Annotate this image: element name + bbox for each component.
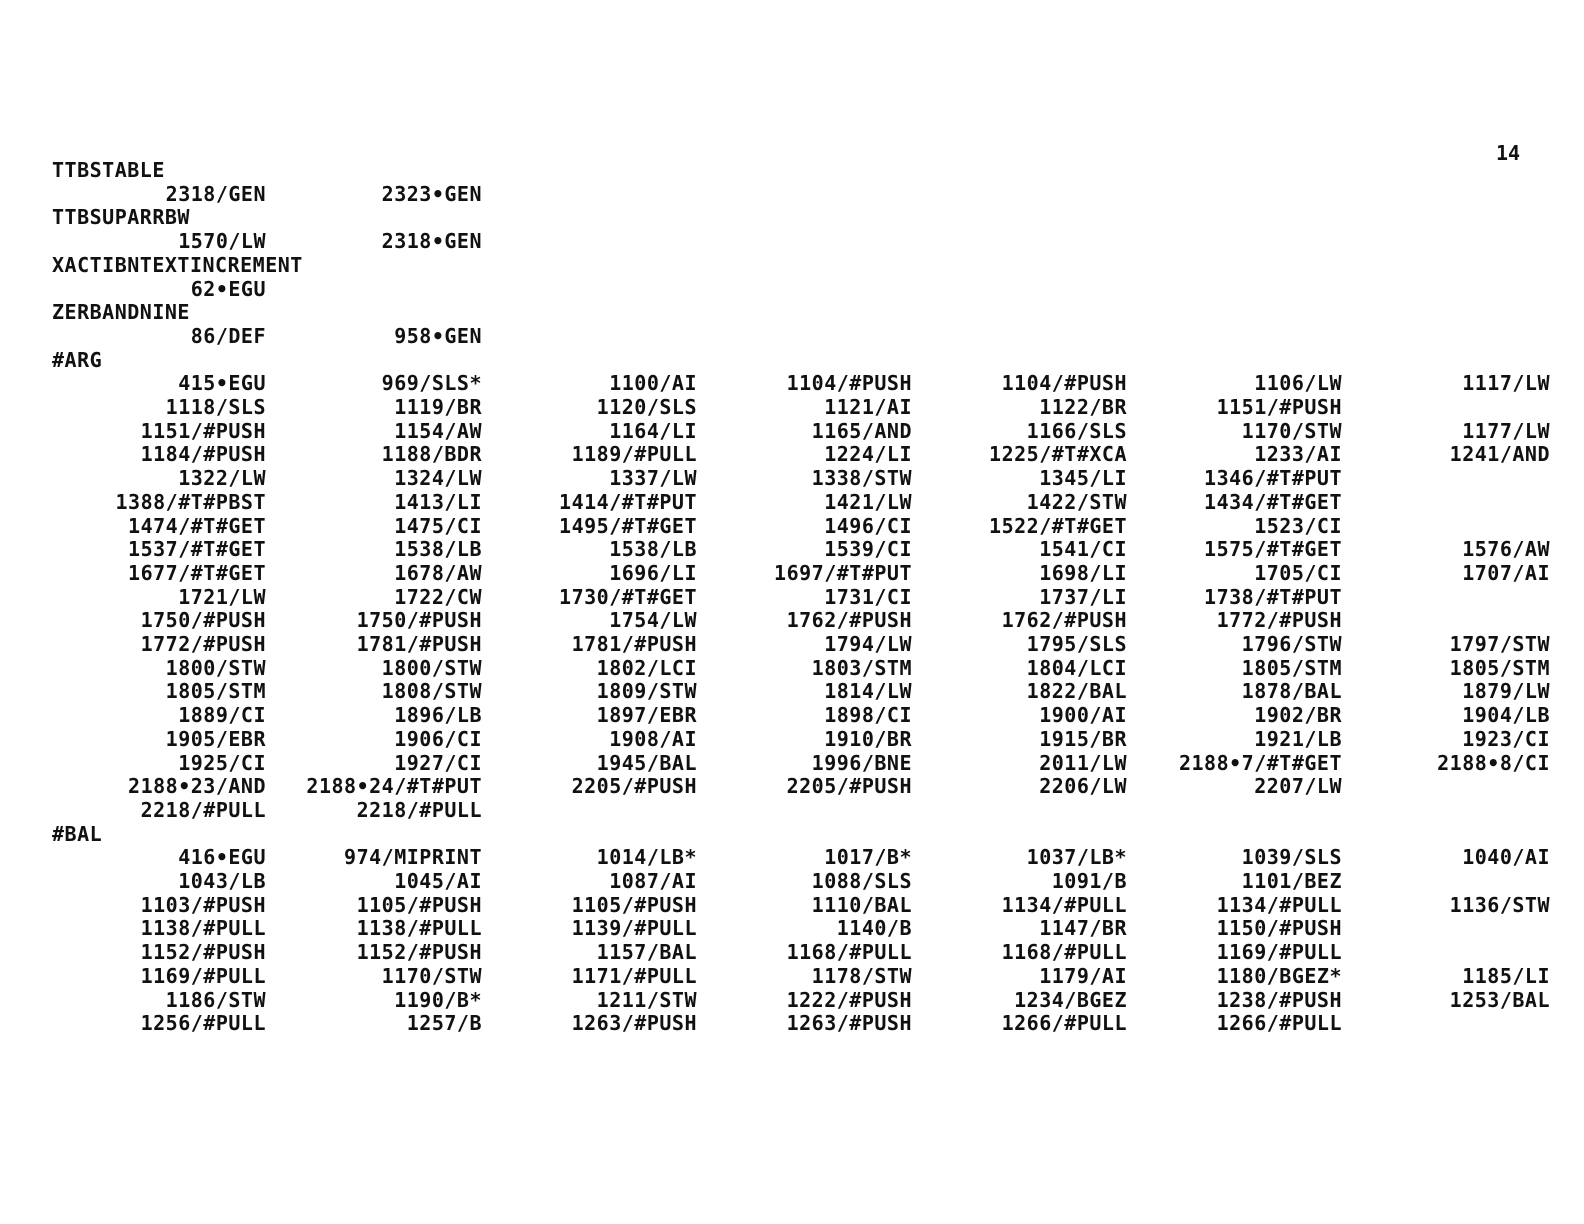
reference-cell: 1103/#PUSH (140, 892, 266, 917)
reference-cell: 1905/EBR (165, 726, 266, 751)
reference-cell: 1345/LI (1039, 466, 1127, 491)
reference-cell: 1750/#PUSH (356, 608, 482, 633)
reference-cell: 1781/#PUSH (356, 632, 482, 656)
reference-cell: 1185/LI (1462, 963, 1550, 988)
reference-cell: 1996/BNE (811, 750, 912, 775)
reference-cell: 2218/#PULL (140, 797, 266, 822)
reference-cell: 1421/LW (824, 489, 912, 514)
reference-cell: 1705/CI (1254, 560, 1342, 585)
reference-cell: 1189/#PULL (571, 442, 697, 467)
reference-cell: 1257/B (406, 1011, 482, 1036)
reference-cell: 2318•GEN (381, 229, 482, 254)
reference-cell: 1898/CI (824, 703, 912, 728)
reference-cell: 1263/#PUSH (786, 1011, 912, 1036)
reference-cell: 2205/#PUSH (571, 774, 697, 799)
reference-cell: 1808/STW (381, 679, 482, 704)
reference-cell: 1897/EBR (596, 703, 697, 728)
reference-cell: 958•GEN (394, 323, 482, 348)
reference-cell: 1119/BR (394, 395, 482, 419)
reference-cell: 1117/LW (1462, 371, 1550, 396)
reference-cell: 1697/#T#PUT (774, 560, 912, 585)
reference-cell: 1177/LW (1462, 418, 1550, 443)
reference-cell: 1677/#T#GET (128, 560, 266, 585)
reference-cell: 2188•7/#T#GET (1178, 750, 1342, 775)
reference-cell: 1322/LW (178, 466, 266, 491)
reference-cell: 1738/#T#PUT (1204, 584, 1342, 609)
symbol-name: TTBSTABLE (52, 158, 165, 182)
reference-cell: 1091/B (1051, 869, 1127, 893)
reference-cell: 1169/#PULL (1216, 940, 1342, 965)
reference-cell: 1794/LW (824, 632, 912, 656)
reference-cell: 1927/CI (394, 750, 482, 775)
reference-cell: 2206/LW (1039, 774, 1127, 799)
reference-cell: 1147/BR (1039, 916, 1127, 941)
reference-cell: 1139/#PULL (571, 916, 697, 941)
reference-cell: 1169/#PULL (140, 963, 266, 988)
reference-cell: 1253/BAL (1449, 987, 1550, 1012)
reference-cell: 1104/#PUSH (1001, 371, 1127, 396)
reference-cell: 1538/LB (394, 537, 482, 562)
reference-cell: 1178/STW (811, 963, 912, 988)
reference-cell: 1346/#T#PUT (1204, 466, 1342, 491)
reference-cell: 2207/LW (1254, 774, 1342, 799)
reference-cell: 969/SLS* (381, 371, 482, 396)
reference-cell: 1186/STW (165, 987, 266, 1012)
reference-cell: 2218/#PULL (356, 797, 482, 822)
reference-cell: 1184/#PUSH (140, 442, 266, 467)
reference-cell: 416•EGU (178, 845, 266, 870)
reference-cell: 1762/#PUSH (1001, 608, 1127, 633)
reference-cell: 1088/SLS (811, 869, 912, 893)
reference-cell: 2188•23/AND (128, 774, 266, 799)
reference-cell: 1222/#PUSH (786, 987, 912, 1012)
reference-cell: 1241/AND (1449, 442, 1550, 467)
reference-cell: 1138/#PULL (356, 916, 482, 941)
reference-cell: 1696/LI (609, 560, 697, 585)
reference-cell: 2205/#PUSH (786, 774, 912, 799)
reference-cell: 1822/BAL (1026, 679, 1127, 704)
reference-cell: 1136/STW (1449, 892, 1550, 917)
reference-cell: 1152/#PUSH (356, 940, 482, 965)
reference-cell: 1772/#PUSH (140, 632, 266, 656)
reference-cell: 1087/AI (609, 869, 697, 893)
symbol-name: TTBSUPARRBW (52, 205, 190, 230)
reference-cell: 1737/LI (1039, 584, 1127, 609)
reference-cell: 1570/LW (178, 229, 266, 254)
reference-cell: 2318/GEN (165, 181, 266, 206)
reference-cell: 1140/B (836, 916, 912, 941)
reference-cell: 1800/STW (165, 655, 266, 680)
reference-cell: 1224/LI (824, 442, 912, 467)
reference-cell: 2188•8/CI (1437, 750, 1550, 775)
reference-cell: 1266/#PULL (1001, 1011, 1127, 1036)
reference-cell: 1225/#T#XCA (989, 442, 1127, 467)
reference-cell: 1878/BAL (1241, 679, 1342, 704)
reference-cell: 1154/AW (394, 418, 482, 443)
page-number: 14 (1496, 141, 1521, 165)
reference-cell: 1100/AI (609, 371, 697, 396)
reference-cell: 1796/STW (1241, 632, 1342, 656)
reference-cell: 1678/AW (394, 560, 482, 585)
symbol-name: #BAL (52, 821, 103, 846)
reference-cell: 1168/#PULL (786, 940, 912, 965)
reference-cell: 1731/CI (824, 584, 912, 609)
reference-cell: 1800/STW (381, 655, 482, 680)
reference-cell: 1211/STW (596, 987, 697, 1012)
reference-cell: 1925/CI (178, 750, 266, 775)
reference-cell: 1797/STW (1449, 632, 1550, 656)
reference-cell: 1157/BAL (596, 940, 697, 965)
reference-cell: 1134/#PULL (1001, 892, 1127, 917)
reference-cell: 1896/LB (394, 703, 482, 728)
reference-cell: 1180/BGEZ* (1216, 963, 1342, 988)
reference-cell: 1750/#PUSH (140, 608, 266, 633)
reference-cell: 1151/#PUSH (1216, 395, 1342, 419)
reference-cell: 1150/#PUSH (1216, 916, 1342, 941)
reference-cell: 1045/AI (394, 869, 482, 893)
reference-cell: 1134/#PULL (1216, 892, 1342, 917)
reference-cell: 1804/LCI (1026, 655, 1127, 680)
reference-cell: 2011/LW (1039, 750, 1127, 775)
reference-cell: 1889/CI (178, 703, 266, 728)
reference-cell: 1337/LW (609, 466, 697, 491)
reference-cell: 1121/AI (824, 395, 912, 419)
reference-cell: 1707/AI (1462, 560, 1550, 585)
reference-cell: 1576/AW (1462, 537, 1550, 562)
reference-cell: 1910/BR (824, 726, 912, 751)
reference-cell: 1698/LI (1039, 560, 1127, 585)
reference-cell: 1541/CI (1039, 537, 1127, 562)
reference-cell: 1434/#T#GET (1204, 489, 1342, 514)
reference-cell: 1413/LI (394, 489, 482, 514)
reference-cell: 1118/SLS (165, 395, 266, 419)
reference-cell: 1152/#PUSH (140, 940, 266, 965)
reference-cell: 1105/#PUSH (571, 892, 697, 917)
reference-cell: 1915/BR (1039, 726, 1127, 751)
reference-cell: 1233/AI (1254, 442, 1342, 467)
reference-cell: 1422/STW (1026, 489, 1127, 514)
reference-cell: 1122/BR (1039, 395, 1127, 419)
reference-cell: 2323•GEN (381, 181, 482, 206)
reference-cell: 1110/BAL (811, 892, 912, 917)
reference-cell: 415•EGU (178, 371, 266, 396)
reference-cell: 1190/B* (394, 987, 482, 1012)
reference-cell: 62•EGU (190, 276, 266, 301)
reference-cell: 1781/#PUSH (571, 632, 697, 656)
reference-cell: 1039/SLS (1241, 845, 1342, 870)
reference-cell: 1234/BGEZ (1014, 987, 1127, 1012)
reference-cell: 1923/CI (1462, 726, 1550, 751)
reference-cell: 1168/#PULL (1001, 940, 1127, 965)
reference-cell: 1474/#T#GET (128, 513, 266, 538)
reference-cell: 1537/#T#GET (128, 537, 266, 562)
reference-cell: 1805/STM (165, 679, 266, 704)
reference-cell: 1523/CI (1254, 513, 1342, 538)
reference-cell: 1104/#PUSH (786, 371, 912, 396)
reference-cell: 1017/B* (824, 845, 912, 870)
reference-cell: 1043/LB (178, 869, 266, 893)
reference-cell: 1722/CW (394, 584, 482, 609)
reference-cell: 1106/LW (1254, 371, 1342, 396)
reference-cell: 1014/LB* (596, 845, 697, 870)
symbol-name: #ARG (52, 347, 103, 372)
reference-cell: 1802/LCI (596, 655, 697, 680)
reference-cell: 1496/CI (824, 513, 912, 538)
reference-cell: 1945/BAL (596, 750, 697, 775)
reference-cell: 1475/CI (394, 513, 482, 538)
reference-cell: 1921/LB (1254, 726, 1342, 751)
reference-cell: 1170/STW (1241, 418, 1342, 443)
symbol-name: ZERBANDNINE (52, 300, 190, 325)
reference-cell: 1414/#T#PUT (559, 489, 697, 514)
reference-cell: 1805/STM (1241, 655, 1342, 680)
reference-cell: 1037/LB* (1026, 845, 1127, 870)
reference-cell: 1721/LW (178, 584, 266, 609)
reference-cell: 86/DEF (190, 323, 266, 348)
reference-cell: 1263/#PUSH (571, 1011, 697, 1036)
reference-cell: 1388/#T#PBST (115, 489, 266, 514)
reference-cell: 1904/LB (1462, 703, 1550, 728)
reference-cell: 1522/#T#GET (989, 513, 1127, 538)
reference-cell: 1879/LW (1462, 679, 1550, 704)
reference-cell: 1040/AI (1462, 845, 1550, 870)
reference-cell: 1266/#PULL (1216, 1011, 1342, 1036)
reference-cell: 1803/STM (811, 655, 912, 680)
reference-cell: 1188/BDR (381, 442, 482, 467)
reference-cell: 2188•24/#T#PUT (306, 774, 482, 799)
reference-cell: 1495/#T#GET (559, 513, 697, 538)
reference-cell: 1170/STW (381, 963, 482, 988)
reference-cell: 974/MIPRINT (344, 845, 482, 870)
reference-cell: 1105/#PUSH (356, 892, 482, 917)
reference-cell: 1539/CI (824, 537, 912, 562)
reference-cell: 1238/#PUSH (1216, 987, 1342, 1012)
reference-cell: 1754/LW (609, 608, 697, 633)
reference-cell: 1101/BEZ (1241, 869, 1342, 893)
reference-cell: 1902/BR (1254, 703, 1342, 728)
reference-cell: 1805/STM (1449, 655, 1550, 680)
reference-cell: 1171/#PULL (571, 963, 697, 988)
reference-cell: 1795/SLS (1026, 632, 1127, 656)
reference-cell: 1809/STW (596, 679, 697, 704)
reference-cell: 1730/#T#GET (559, 584, 697, 609)
reference-cell: 1772/#PUSH (1216, 608, 1342, 633)
reference-cell: 1151/#PUSH (140, 418, 266, 443)
reference-cell: 1164/LI (609, 418, 697, 443)
reference-cell: 1908/AI (609, 726, 697, 751)
reference-cell: 1814/LW (824, 679, 912, 704)
reference-cell: 1166/SLS (1026, 418, 1127, 443)
reference-cell: 1762/#PUSH (786, 608, 912, 633)
reference-cell: 1179/AI (1039, 963, 1127, 988)
reference-cell: 1324/LW (394, 466, 482, 491)
reference-cell: 1538/LB (609, 537, 697, 562)
reference-cell: 1338/STW (811, 466, 912, 491)
reference-cell: 1165/AND (811, 418, 912, 443)
reference-cell: 1120/SLS (596, 395, 697, 419)
reference-cell: 1256/#PULL (140, 1011, 266, 1036)
reference-cell: 1906/CI (394, 726, 482, 751)
reference-cell: 1900/AI (1039, 703, 1127, 728)
reference-cell: 1575/#T#GET (1204, 537, 1342, 562)
symbol-name: XACTIBNTEXTINCREMENT (52, 252, 303, 277)
reference-cell: 1138/#PULL (140, 916, 266, 941)
